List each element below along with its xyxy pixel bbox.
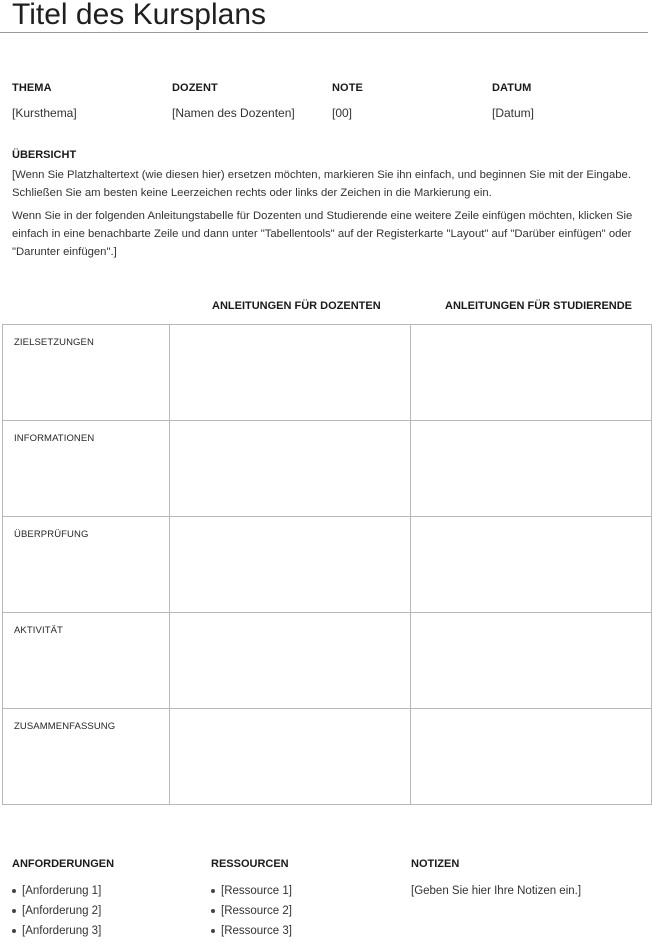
list-item[interactable] [211,884,401,904]
student-cell-zusammenfassung[interactable] [411,709,652,805]
meta-value-datum[interactable]: [Datum] [492,106,535,120]
list-item[interactable] [211,904,401,924]
row-label-cell [3,325,170,421]
table-row [3,421,652,517]
student-cell-informationen[interactable] [411,421,652,517]
row-label-informationen: INFORMATIONEN [14,433,95,444]
meta-heading-thema: THEMA [12,82,52,94]
row-label-zielsetzungen: ZIELSETZUNGEN [14,337,94,348]
bullet-icon [12,889,16,893]
bullet-icon [12,909,16,913]
meta-heading-note: NOTE [332,82,363,94]
resource-text: [Ressource 3] [221,925,292,937]
list-item[interactable] [12,884,202,904]
instructor-cell-ueberpruefung[interactable] [170,517,411,613]
meta-heading-datum: DATUM [492,82,532,94]
table-row [3,517,652,613]
overview-heading: ÜBERSICHT [12,149,77,161]
row-label-aktivitaet: AKTIVITÄT [14,625,63,636]
instruction-table [2,324,652,805]
student-cell-ueberpruefung[interactable] [411,517,652,613]
meta-value-note[interactable]: [00] [332,106,353,120]
bullet-icon [211,909,215,913]
table-header-student: ANLEITUNGEN FÜR STUDIERENDE [445,300,633,312]
overview-paragraph-2[interactable]: Wenn Sie in der folgenden Anleitungstabelle für Dozenten und Studierende eine weitere Zeile einfügen möchten, klicken Sie einfach in eine benachbarte Zeile und dann unter "Tabellentools" auf der Registerkarte "Layout" auf "Darüber einfügen" oder "Darunter einfügen".] [12,210,633,258]
instructor-cell-aktivitaet[interactable] [170,613,411,709]
instructor-cell-informationen[interactable] [170,421,411,517]
resource-text: [Ressource 1] [221,885,292,897]
table-header-instructor: ANLEITUNGEN FÜR DOZENTEN [212,300,381,312]
title-divider [0,32,648,33]
table-row [3,709,652,805]
resource-text: [Ressource 2] [221,905,292,917]
row-label-cell [3,613,170,709]
requirements-section [12,858,202,944]
requirement-text: [Anforderung 3] [22,925,102,937]
requirements-list [12,884,202,944]
instructor-cell-zielsetzungen[interactable] [170,325,411,421]
bullet-icon [211,889,215,893]
row-label-cell [3,709,170,805]
resources-heading: RESSOURCEN [211,858,289,870]
requirement-text: [Anforderung 1] [22,885,102,897]
instructor-cell-zusammenfassung[interactable] [170,709,411,805]
resources-section [211,858,401,944]
overview-paragraph-1[interactable]: [Wenn Sie Platzhaltertext (wie diesen hier) ersetzen möchten, markieren Sie ihn einfach, und beginnen Sie mit der Eingabe. Schließen Sie am besten keine Leerzeichen rechts oder links der Zeichen in die Markierung ein. [12,169,631,199]
meta-value-dozent[interactable]: [Namen des Dozenten] [172,106,295,120]
student-cell-aktivitaet[interactable] [411,613,652,709]
list-item[interactable] [211,924,401,944]
bullet-icon [211,929,215,933]
document-title[interactable]: Titel des Kursplans [12,0,267,31]
list-item[interactable] [12,924,202,944]
student-cell-zielsetzungen[interactable] [411,325,652,421]
list-item[interactable] [12,904,202,924]
row-label-ueberpruefung: ÜBERPRÜFUNG [14,529,89,540]
notes-section [411,858,641,898]
table-row [3,325,652,421]
row-label-cell [3,517,170,613]
row-label-zusammenfassung: ZUSAMMENFASSUNG [14,721,116,732]
bullet-icon [12,929,16,933]
table-row [3,613,652,709]
requirement-text: [Anforderung 2] [22,905,102,917]
meta-value-thema[interactable]: [Kursthema] [12,106,77,120]
notes-heading: NOTIZEN [411,858,460,870]
row-label-cell [3,421,170,517]
requirements-heading: ANFORDERUNGEN [12,858,115,870]
notes-text[interactable]: [Geben Sie hier Ihre Notizen ein.] [411,885,582,897]
resources-list [211,884,401,944]
meta-heading-dozent: DOZENT [172,82,218,94]
